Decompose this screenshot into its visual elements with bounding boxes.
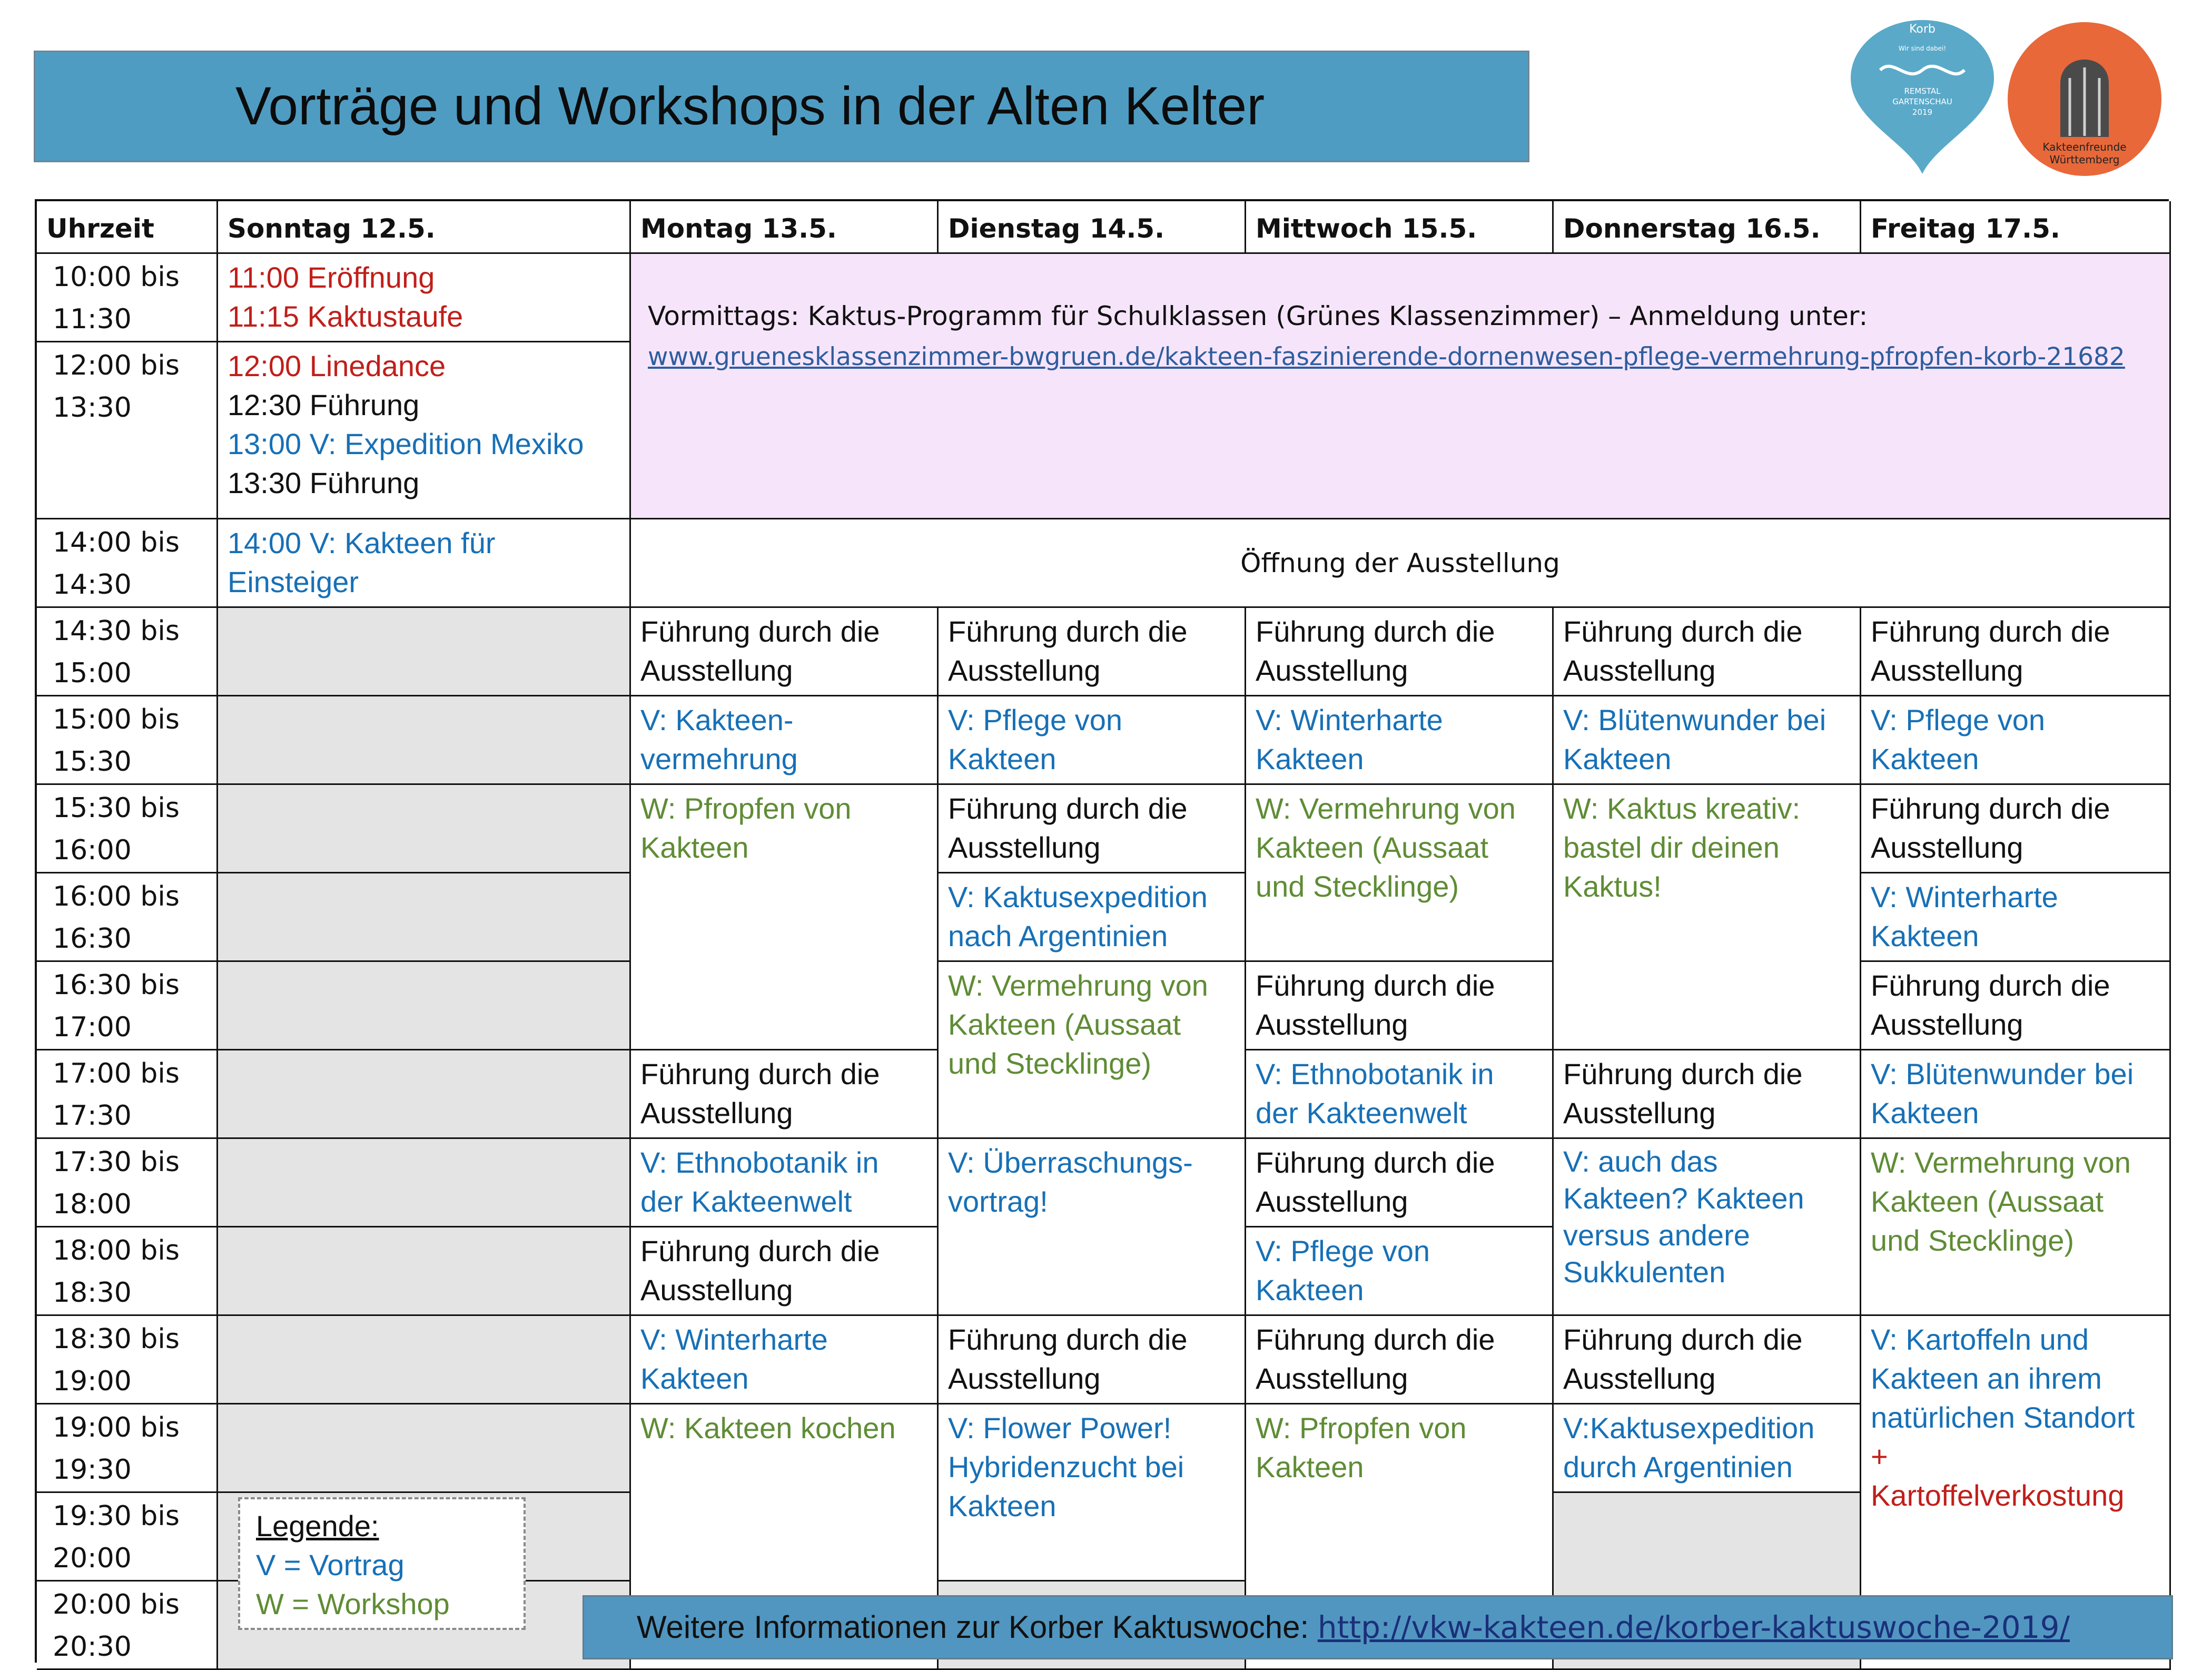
empty-cell xyxy=(218,608,631,696)
time-cell xyxy=(37,608,218,696)
time-cell xyxy=(37,1050,218,1139)
event-line: Kakteen xyxy=(1871,742,1979,775)
event-line: Ausstellung xyxy=(640,1273,793,1306)
event-line: Kaktus! xyxy=(1563,870,1662,903)
time-cell xyxy=(37,519,218,608)
event-line: W: Kakteen kochen xyxy=(640,1411,896,1445)
event-line: Sukkulenten xyxy=(1563,1255,1726,1289)
time-end: 20:00 xyxy=(53,1543,132,1574)
event-line: 13:30 Führung xyxy=(228,466,420,499)
event-line: 12:30 Führung xyxy=(228,388,420,421)
event-line: Führung durch die xyxy=(1256,1323,1495,1356)
time-end: 20:30 xyxy=(53,1631,132,1663)
event-line: V: auch das xyxy=(1563,1145,1718,1178)
event-line: V: Ethnobotanik in xyxy=(1256,1057,1494,1091)
pin-logo-line3: REMSTAL xyxy=(1904,86,1941,96)
footer-text: Weitere Informationen zur Korber Kaktuswoche: xyxy=(637,1609,1318,1645)
event-line: der Kakteenwelt xyxy=(1256,1096,1467,1129)
event-line: Kakteen xyxy=(1256,1273,1364,1306)
time-start: 15:00 bis xyxy=(53,704,180,735)
empty-cell xyxy=(218,962,631,1050)
event-line: und Stecklinge) xyxy=(948,1047,1152,1080)
event-line: Führung durch die xyxy=(1256,615,1495,648)
event-line: V: Pflege von xyxy=(1871,703,2046,736)
event-line: 13:00 V: Expedition Mexiko xyxy=(228,427,584,460)
time-cell xyxy=(37,1227,218,1316)
event-line: W: Vermehrung von xyxy=(1256,792,1516,825)
event-line: V: Überraschungs- xyxy=(948,1146,1193,1179)
event-cell xyxy=(939,608,1246,696)
time-end: 15:30 xyxy=(53,746,132,778)
event-line: Hybridenzucht bei xyxy=(948,1450,1184,1484)
event-line: Ausstellung xyxy=(1871,831,2023,864)
event-cell xyxy=(939,962,1246,1139)
time-cell xyxy=(37,873,218,962)
event-line: Ausstellung xyxy=(1563,654,1716,687)
time-start: 15:30 bis xyxy=(53,792,180,824)
event-line: Kakteen xyxy=(1871,919,1979,952)
event-line: Kakteen xyxy=(1256,742,1364,775)
event-line: V: Kartoffeln und xyxy=(1871,1323,2089,1356)
time-end: 19:00 xyxy=(53,1366,132,1397)
event-line: V: Winterharte xyxy=(640,1323,828,1356)
event-line: Führung durch die xyxy=(1871,792,2110,825)
event-line: Kakteen xyxy=(1563,742,1672,775)
event-line: versus andere xyxy=(1563,1219,1750,1252)
event-cell xyxy=(1246,1050,1554,1139)
event-cell xyxy=(1554,1404,1861,1493)
time-end: 16:00 xyxy=(53,834,132,866)
event-cell xyxy=(1861,1139,2171,1316)
time-start: 10:00 bis xyxy=(53,261,180,293)
cactus-logo-line2: Württemberg xyxy=(2049,153,2120,166)
event-cell xyxy=(939,696,1246,785)
event-line: W: Pfropfen von xyxy=(640,792,852,825)
empty-cell xyxy=(218,1316,631,1404)
time-start: 17:00 bis xyxy=(53,1058,180,1089)
event-cell xyxy=(631,1050,939,1139)
header-wednesday: Mittwoch 15.5. xyxy=(1246,201,1554,254)
header-thursday: Donnerstag 16.5. xyxy=(1554,201,1861,254)
empty-cell xyxy=(218,1139,631,1227)
event-line: Kakteen (Aussaat xyxy=(1871,1185,2104,1218)
event-line: Ausstellung xyxy=(1871,1008,2023,1041)
time-end: 17:00 xyxy=(53,1011,132,1043)
time-end: 18:30 xyxy=(53,1277,132,1309)
legend-workshop: W = Workshop xyxy=(256,1587,450,1620)
time-start: 16:30 bis xyxy=(53,969,180,1001)
time-end: 13:30 xyxy=(53,392,132,424)
event-line: + xyxy=(1871,1440,1888,1473)
event-line: Einsteiger xyxy=(228,565,359,598)
legend-vortrag: V = Vortrag xyxy=(256,1548,404,1581)
event-line: Kartoffelverkostung xyxy=(1871,1479,2125,1512)
time-end: 15:00 xyxy=(53,657,132,689)
time-cell xyxy=(37,696,218,785)
event-line: nach Argentinien xyxy=(948,919,1168,952)
pin-logo-line5: 2019 xyxy=(1912,107,1933,117)
event-cell xyxy=(1246,696,1554,785)
event-line: 11:15 Kaktustaufe xyxy=(228,300,463,333)
event-line: Ausstellung xyxy=(1871,654,2023,687)
morning-program-text: Vormittags: Kaktus-Programm für Schulklassen (Grünes Klassenzimmer) – Anmeldung unter: xyxy=(648,301,1868,331)
event-cell xyxy=(939,1316,1246,1404)
time-cell xyxy=(37,1581,218,1670)
event-cell xyxy=(1554,696,1861,785)
sunday-midday-cell xyxy=(218,342,631,519)
event-line: 11:00 Eröffnung xyxy=(228,261,435,294)
empty-cell xyxy=(218,1404,631,1493)
event-line: Ausstellung xyxy=(1563,1362,1716,1395)
event-line: V: Pflege von xyxy=(1256,1234,1430,1268)
event-cell xyxy=(1246,608,1554,696)
legend-box xyxy=(238,1497,526,1630)
event-line: Ausstellung xyxy=(1256,654,1408,687)
time-start: 18:00 bis xyxy=(53,1235,180,1266)
morning-program-cell xyxy=(631,254,2171,519)
event-cell xyxy=(939,785,1246,873)
event-line: Führung durch die xyxy=(1256,1146,1495,1179)
event-cell xyxy=(631,1139,939,1227)
event-line: der Kakteenwelt xyxy=(640,1185,852,1218)
event-cell xyxy=(1861,962,2171,1050)
event-cell xyxy=(939,1404,1246,1581)
time-start: 14:00 bis xyxy=(53,527,180,558)
event-line: Ausstellung xyxy=(1256,1008,1408,1041)
event-line: Führung durch die xyxy=(1563,615,1803,648)
time-cell xyxy=(37,254,218,342)
event-line: V: Kaktusexpedition xyxy=(948,880,1208,913)
event-cell xyxy=(1246,1316,1554,1404)
event-line: Führung durch die xyxy=(948,792,1188,825)
event-line: Ausstellung xyxy=(640,1096,793,1129)
event-line: Ausstellung xyxy=(1563,1096,1716,1129)
event-line: Führung durch die xyxy=(640,615,880,648)
time-cell xyxy=(37,342,218,519)
footer-link[interactable]: http://vkw-kakteen.de/korber-kaktuswoche-2019/ xyxy=(1317,1609,2070,1645)
empty-cell xyxy=(218,873,631,962)
header-time: Uhrzeit xyxy=(37,201,218,254)
empty-cell xyxy=(218,1227,631,1316)
event-line: und Stecklinge) xyxy=(1256,870,1459,903)
event-cell xyxy=(1246,1227,1554,1316)
event-line: Kakteen an ihrem xyxy=(1871,1362,2102,1395)
event-line: Führung durch die xyxy=(1256,969,1495,1002)
event-cell xyxy=(939,1139,1246,1316)
time-start: 19:00 bis xyxy=(53,1412,180,1443)
event-cell xyxy=(1554,1050,1861,1139)
pin-logo-line4: GARTENSCHAU xyxy=(1892,97,1952,106)
event-cell xyxy=(631,608,939,696)
event-cell xyxy=(1246,1139,1554,1227)
event-line: Kakteen xyxy=(1871,1096,1979,1129)
event-cell xyxy=(1554,608,1861,696)
event-line: Kakteen? Kakteen xyxy=(1563,1182,1804,1215)
event-line: Ausstellung xyxy=(948,831,1101,864)
event-line: 14:00 V: Kakteen für xyxy=(228,526,496,559)
event-line: natürlichen Standort xyxy=(1871,1401,2135,1434)
header-tuesday: Dienstag 14.5. xyxy=(939,201,1246,254)
event-cell xyxy=(1554,1316,1861,1404)
morning-program-link[interactable]: www.gruenesklassenzimmer-bwgruen.de/kakteen-faszinierende-dornenwesen-pflege-vermehrung-pfropfen-korb-21682 xyxy=(648,342,2125,371)
cactus-logo-line1: Kakteenfreunde xyxy=(2042,141,2127,153)
event-line: W: Kaktus kreativ: xyxy=(1563,792,1801,825)
event-cell xyxy=(1861,1050,2171,1139)
event-line: V: Winterharte xyxy=(1871,880,2058,913)
event-line: Ausstellung xyxy=(1256,1362,1408,1395)
pin-logo-line2: Wir sind dabei! xyxy=(1898,45,1947,52)
time-cell xyxy=(37,1316,218,1404)
header-sunday: Sonntag 12.5. xyxy=(218,201,631,254)
event-cell xyxy=(1246,962,1554,1050)
pin-logo-line1: Korb xyxy=(1909,23,1935,36)
time-end: 19:30 xyxy=(53,1454,132,1486)
time-cell xyxy=(37,1404,218,1493)
event-line: Kakteen (Aussaat xyxy=(948,1008,1181,1041)
event-line: Kakteen xyxy=(948,1489,1056,1522)
event-line: V:Kaktusexpedition xyxy=(1563,1411,1815,1445)
time-start: 20:00 bis xyxy=(53,1589,180,1620)
event-line: Kakteen xyxy=(1256,1450,1364,1484)
event-line: Führung durch die xyxy=(948,615,1188,648)
event-line: Kakteen xyxy=(948,742,1056,775)
time-end: 11:30 xyxy=(53,303,132,335)
time-end: 17:30 xyxy=(53,1100,132,1132)
time-cell xyxy=(37,785,218,873)
event-line: Führung durch die xyxy=(640,1057,880,1091)
event-line: vortrag! xyxy=(948,1185,1048,1218)
event-line: Führung durch die xyxy=(1871,969,2110,1002)
event-cell xyxy=(1861,608,2171,696)
event-line: Kakteen (Aussaat xyxy=(1256,831,1489,864)
time-end: 16:30 xyxy=(53,923,132,955)
kakteenfreunde-logo xyxy=(2006,20,2164,178)
empty-cell xyxy=(218,1050,631,1139)
event-line: W: Vermehrung von xyxy=(1871,1146,2131,1179)
time-end: 18:00 xyxy=(53,1188,132,1220)
empty-cell xyxy=(218,785,631,873)
event-line: Führung durch die xyxy=(640,1234,880,1268)
event-cell xyxy=(939,873,1246,962)
event-cell xyxy=(1861,696,2171,785)
remstal-gartenschau-logo xyxy=(1843,20,2001,178)
event-line: vermehrung xyxy=(640,742,798,775)
event-line: Ausstellung xyxy=(1256,1185,1408,1218)
schedule-table xyxy=(35,199,2169,1663)
event-line: Kakteen xyxy=(640,1362,749,1395)
header-friday: Freitag 17.5. xyxy=(1861,201,2171,254)
event-line: bastel dir deinen xyxy=(1563,831,1780,864)
event-cell xyxy=(1554,1139,1861,1316)
sunday-einsteiger-cell xyxy=(218,519,631,608)
event-cell xyxy=(1554,785,1861,1050)
empty-cell xyxy=(218,696,631,785)
event-line: Ausstellung xyxy=(948,654,1101,687)
event-line: Führung durch die xyxy=(1563,1323,1803,1356)
event-line: W: Vermehrung von xyxy=(948,969,1208,1002)
event-cell xyxy=(631,696,939,785)
event-line: Führung durch die xyxy=(1563,1057,1803,1091)
event-line: Führung durch die xyxy=(1871,615,2110,648)
title-banner xyxy=(34,51,1529,162)
event-line: V: Pflege von xyxy=(948,703,1123,736)
event-line: V: Winterharte xyxy=(1256,703,1443,736)
event-cell xyxy=(1246,785,1554,962)
event-line: Kakteen xyxy=(640,831,749,864)
event-line: V: Blütenwunder bei xyxy=(1563,703,1826,736)
legend-title: Legende: xyxy=(256,1509,379,1543)
event-line: V: Blütenwunder bei xyxy=(1871,1057,2134,1091)
event-line: V: Flower Power! xyxy=(948,1411,1172,1445)
event-line: durch Argentinien xyxy=(1563,1450,1793,1484)
event-line: Führung durch die xyxy=(948,1323,1188,1356)
time-end: 14:30 xyxy=(53,569,132,601)
event-cell xyxy=(631,1316,939,1404)
event-line: und Stecklinge) xyxy=(1871,1224,2075,1257)
footer-banner xyxy=(582,1595,2173,1659)
time-start: 18:30 bis xyxy=(53,1323,180,1355)
time-cell xyxy=(37,1139,218,1227)
event-cell xyxy=(1861,873,2171,962)
event-line: V: Ethnobotanik in xyxy=(640,1146,879,1179)
time-start: 17:30 bis xyxy=(53,1146,180,1178)
sunday-opening-cell xyxy=(218,254,631,342)
event-cell xyxy=(631,785,939,1050)
time-start: 19:30 bis xyxy=(53,1500,180,1532)
event-line: Ausstellung xyxy=(640,654,793,687)
time-start: 16:00 bis xyxy=(53,881,180,912)
event-line: W: Pfropfen von xyxy=(1256,1411,1467,1445)
event-line: Ausstellung xyxy=(948,1362,1101,1395)
page-title: Vorträge und Workshops in der Alten Kelter xyxy=(235,76,1265,136)
opening-cell xyxy=(631,519,2171,608)
opening-text: Öffnung der Ausstellung xyxy=(1240,547,1560,578)
event-line: V: Kakteen- xyxy=(640,703,794,736)
time-cell xyxy=(37,1493,218,1581)
time-start: 14:30 bis xyxy=(53,615,180,647)
event-cell xyxy=(1861,785,2171,873)
header-monday: Montag 13.5. xyxy=(631,201,939,254)
event-cell xyxy=(631,1227,939,1316)
time-cell xyxy=(37,962,218,1050)
event-line: 12:00 Linedance xyxy=(228,349,446,382)
time-start: 12:00 bis xyxy=(53,350,180,381)
